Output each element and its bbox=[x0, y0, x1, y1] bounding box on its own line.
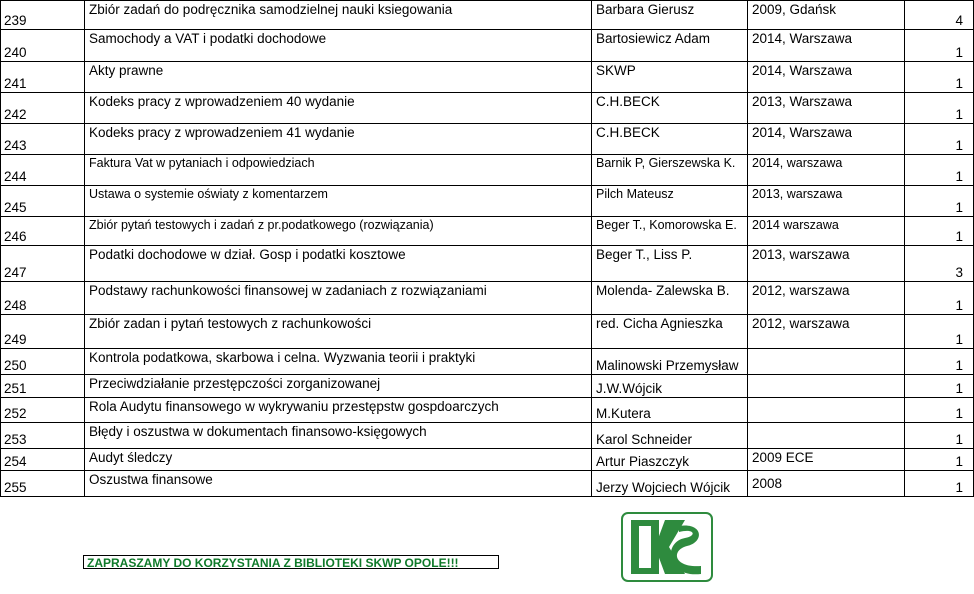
author-text: Jerzy Wojciech Wójcik bbox=[596, 480, 731, 495]
table-row bbox=[1, 246, 974, 282]
cell-title bbox=[85, 186, 592, 217]
cell-year bbox=[748, 62, 905, 93]
author-text: SKWP bbox=[596, 63, 636, 78]
year-text: 2014, Warszawa bbox=[752, 31, 853, 46]
cell-title bbox=[85, 30, 592, 62]
year-text: 2013, warszawa bbox=[752, 247, 850, 262]
author-text: Malinowski Przemysław bbox=[596, 358, 739, 373]
cell-title bbox=[85, 375, 592, 398]
cell-author bbox=[592, 375, 748, 398]
title-text: Podatki dochodowe w dział. Gosp i podatki kosztowe bbox=[89, 247, 406, 262]
cell-num: 244 bbox=[1, 155, 85, 186]
cell-year bbox=[748, 124, 905, 155]
cell-year bbox=[748, 375, 905, 398]
cell-num: 251 bbox=[1, 375, 85, 398]
cell-title bbox=[85, 315, 592, 349]
cell-title bbox=[85, 423, 592, 449]
table-row bbox=[1, 30, 974, 62]
author-text: Beger T., Liss P. bbox=[596, 247, 693, 262]
cell-title bbox=[85, 62, 592, 93]
title-text: Faktura Vat w pytaniach i odpowiedziach bbox=[89, 156, 315, 170]
cell-year bbox=[748, 398, 905, 423]
cell-author bbox=[592, 186, 748, 217]
cell-author bbox=[592, 93, 748, 124]
cell-author bbox=[592, 471, 748, 497]
cell-num: 245 bbox=[1, 186, 85, 217]
cell-title bbox=[85, 282, 592, 315]
cell-author bbox=[592, 315, 748, 349]
cell-num: 241 bbox=[1, 62, 85, 93]
cell-title bbox=[85, 471, 592, 497]
cell-num: 246 bbox=[1, 217, 85, 246]
cell-title bbox=[85, 398, 592, 423]
title-text: Kodeks pracy z wprowadzeniem 40 wydanie bbox=[89, 94, 355, 109]
cell-author bbox=[592, 246, 748, 282]
author-text: Artur Piaszczyk bbox=[596, 454, 690, 469]
year-text: 2014, Warszawa bbox=[752, 63, 853, 78]
cell-num: 242 bbox=[1, 93, 85, 124]
cell-qty: 1 bbox=[905, 449, 974, 471]
cell-author bbox=[592, 282, 748, 315]
title-text: Rola Audytu finansowego w wykrywaniu przestępstw gospdoarczych bbox=[89, 399, 499, 414]
cell-year bbox=[748, 217, 905, 246]
author-text: Bartosiewicz Adam bbox=[596, 31, 711, 46]
table-row bbox=[1, 449, 974, 471]
author-text: Barbara Gierusz bbox=[596, 2, 695, 17]
title-text: Kontrola podatkowa, skarbowa i celna. Wyzwania teorii i praktyki bbox=[89, 350, 476, 365]
cell-author bbox=[592, 423, 748, 449]
cell-year bbox=[748, 349, 905, 375]
author-text: Pilch Mateusz bbox=[596, 187, 674, 201]
cell-year bbox=[748, 471, 905, 497]
title-text: Kodeks pracy z wprowadzeniem 41 wydanie bbox=[89, 125, 355, 140]
cell-author bbox=[592, 1, 748, 30]
year-text: 2009 ECE bbox=[752, 450, 814, 465]
cell-num: 253 bbox=[1, 423, 85, 449]
title-text: Podstawy rachunkowości finansowej w zadaniach z rozwiązaniami bbox=[89, 283, 487, 298]
cell-num: 243 bbox=[1, 124, 85, 155]
author-text: red. Cicha Agnieszka bbox=[596, 316, 723, 331]
title-text: Zbiór pytań testowych i zadań z pr.podatkowego (rozwiązania) bbox=[89, 218, 434, 232]
cell-author bbox=[592, 217, 748, 246]
title-text: Samochody a VAT i podatki dochodowe bbox=[89, 31, 327, 46]
year-text: 2013, Warszawa bbox=[752, 94, 853, 109]
cell-num: 252 bbox=[1, 398, 85, 423]
cell-year bbox=[748, 93, 905, 124]
cell-num: 240 bbox=[1, 30, 85, 62]
cell-num: 250 bbox=[1, 349, 85, 375]
author-text: J.W.Wójcik bbox=[596, 381, 662, 396]
cell-author bbox=[592, 30, 748, 62]
cell-author bbox=[592, 349, 748, 375]
cell-qty: 1 bbox=[905, 217, 974, 246]
author-text: Barnik P, Gierszewska K. bbox=[596, 156, 736, 170]
cell-year bbox=[748, 30, 905, 62]
cell-qty: 4 bbox=[905, 1, 974, 30]
cell-title bbox=[85, 217, 592, 246]
cell-year bbox=[748, 449, 905, 471]
cell-author bbox=[592, 398, 748, 423]
author-text: C.H.BECK bbox=[596, 94, 660, 109]
title-text: Błędy i oszustwa w dokumentach finansowo-księgowych bbox=[89, 424, 427, 439]
table-row bbox=[1, 155, 974, 186]
table-row bbox=[1, 375, 974, 398]
author-text: C.H.BECK bbox=[596, 125, 660, 140]
cell-author bbox=[592, 449, 748, 471]
table-row bbox=[1, 217, 974, 246]
cell-qty: 1 bbox=[905, 155, 974, 186]
title-text: Oszustwa finansowe bbox=[89, 472, 213, 487]
table-row bbox=[1, 398, 974, 423]
cell-num: 248 bbox=[1, 282, 85, 315]
cell-num: 247 bbox=[1, 246, 85, 282]
title-text: Przeciwdziałanie przestępczości zorganizowanej bbox=[89, 376, 381, 391]
cell-num: 239 bbox=[1, 1, 85, 30]
cell-title bbox=[85, 349, 592, 375]
cell-year bbox=[748, 315, 905, 349]
cell-qty: 1 bbox=[905, 93, 974, 124]
cell-qty: 1 bbox=[905, 186, 974, 217]
cell-num: 249 bbox=[1, 315, 85, 349]
skwp-logo-icon bbox=[621, 512, 713, 582]
author-text: Karol Schneider bbox=[596, 432, 693, 447]
table-row bbox=[1, 124, 974, 155]
cell-qty: 1 bbox=[905, 471, 974, 497]
year-text: 2014, Warszawa bbox=[752, 125, 853, 140]
table-row bbox=[1, 315, 974, 349]
author-text: Molenda- Zalewska B. bbox=[596, 283, 730, 298]
title-text: Audyt śledczy bbox=[89, 450, 173, 465]
title-text: Ustawa o systemie oświaty z komentarzem bbox=[89, 187, 328, 201]
cell-year bbox=[748, 246, 905, 282]
year-text: 2012, warszawa bbox=[752, 283, 850, 298]
table-row bbox=[1, 423, 974, 449]
cell-qty: 3 bbox=[905, 246, 974, 282]
table-row bbox=[1, 471, 974, 497]
cell-title bbox=[85, 93, 592, 124]
cell-qty: 1 bbox=[905, 282, 974, 315]
cell-year bbox=[748, 186, 905, 217]
title-text: Akty prawne bbox=[89, 63, 164, 78]
table-row bbox=[1, 93, 974, 124]
cell-title bbox=[85, 155, 592, 186]
cell-title bbox=[85, 1, 592, 30]
cell-qty: 1 bbox=[905, 315, 974, 349]
author-text: Beger T., Komorowska E. bbox=[596, 218, 737, 232]
cell-year bbox=[748, 282, 905, 315]
cell-qty: 1 bbox=[905, 423, 974, 449]
table-row bbox=[1, 62, 974, 93]
table-row bbox=[1, 282, 974, 315]
cell-title bbox=[85, 449, 592, 471]
year-text: 2013, warszawa bbox=[752, 187, 843, 201]
table-row bbox=[1, 1, 974, 30]
year-text: 2012, warszawa bbox=[752, 316, 850, 331]
cell-qty: 1 bbox=[905, 62, 974, 93]
cell-num: 254 bbox=[1, 449, 85, 471]
table-row bbox=[1, 349, 974, 375]
cell-year bbox=[748, 155, 905, 186]
cell-title bbox=[85, 246, 592, 282]
cell-qty: 1 bbox=[905, 375, 974, 398]
title-text: Zbiór zadań do podręcznika samodzielnej nauki ksiegowania bbox=[89, 2, 453, 17]
cell-author bbox=[592, 62, 748, 93]
year-text: 2008 bbox=[752, 476, 783, 491]
table-row bbox=[1, 186, 974, 217]
cell-year bbox=[748, 1, 905, 30]
cell-title bbox=[85, 124, 592, 155]
cell-year bbox=[748, 423, 905, 449]
year-text: 2014, warszawa bbox=[752, 156, 843, 170]
cell-num: 255 bbox=[1, 471, 85, 497]
title-text: Zbiór zadan i pytań testowych z rachunkowości bbox=[89, 316, 372, 331]
cell-author bbox=[592, 155, 748, 186]
year-text: 2009, Gdańsk bbox=[752, 2, 837, 17]
cell-author bbox=[592, 124, 748, 155]
cell-qty: 1 bbox=[905, 124, 974, 155]
library-banner: ZAPRASZAMY DO KORZYSTANIA Z BIBLIOTEKI SKWP OPOLE!!! bbox=[83, 555, 499, 569]
cell-qty: 1 bbox=[905, 349, 974, 375]
cell-qty: 1 bbox=[905, 30, 974, 62]
year-text: 2014 warszawa bbox=[752, 218, 839, 232]
cell-qty: 1 bbox=[905, 398, 974, 423]
author-text: M.Kutera bbox=[596, 406, 651, 421]
